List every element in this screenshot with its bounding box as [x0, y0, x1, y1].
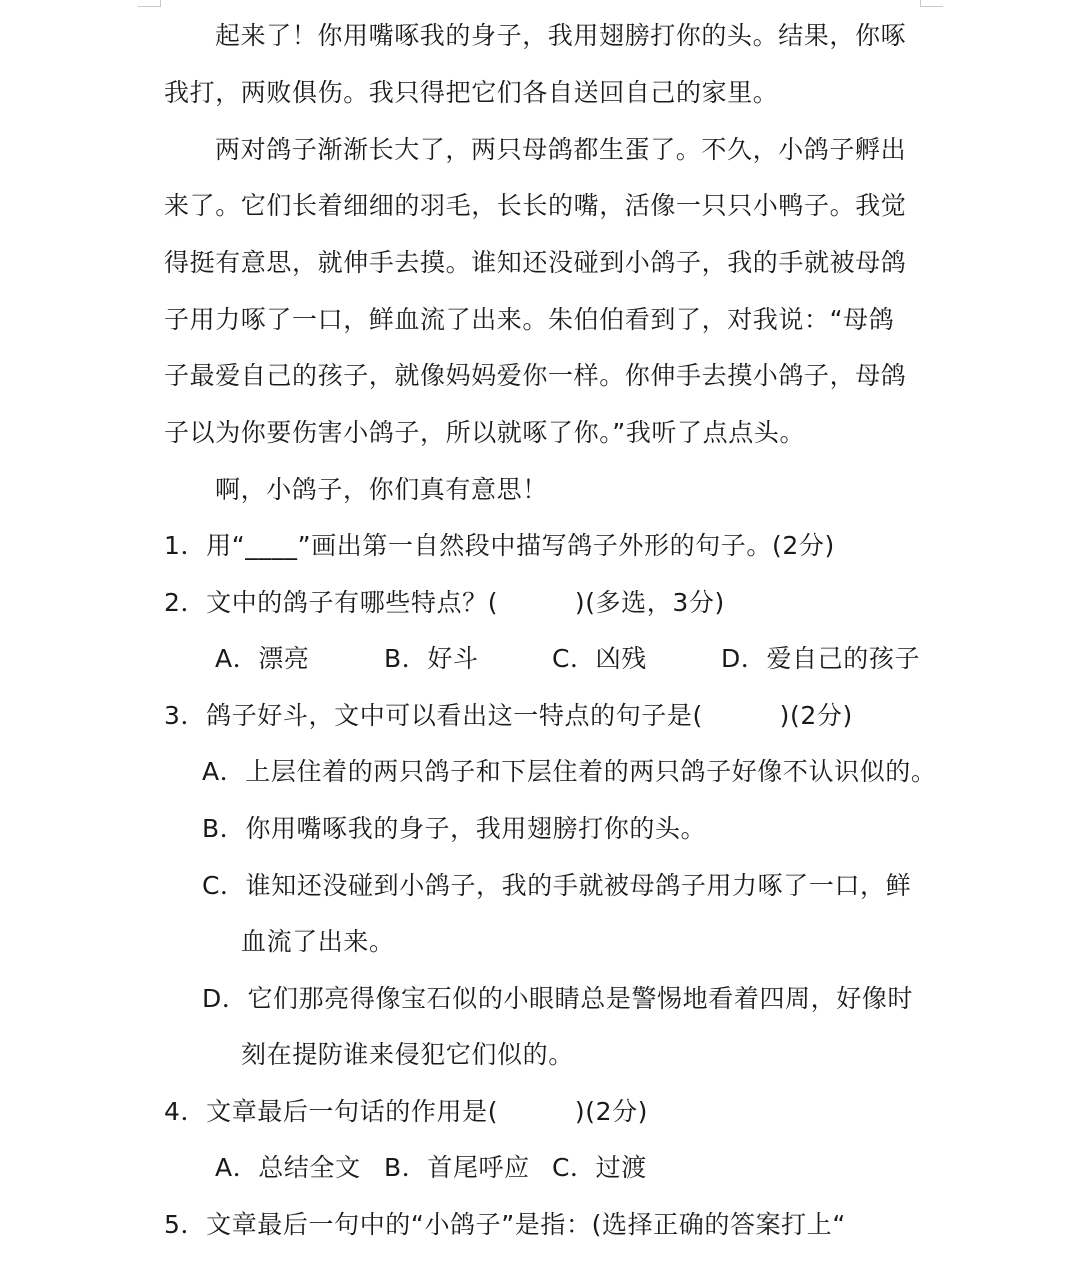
- crop-mark-left: [138, 0, 161, 7]
- passage-line: 啊，小鸽子，你们真有意思！: [215, 475, 548, 504]
- question-3: 3．鸽子好斗，文中可以看出这一特点的句子是( )(2分): [164, 701, 853, 730]
- option-b: B．首尾呼应: [384, 1153, 530, 1182]
- option-d-continuation: 刻在提防谁来侵犯它们似的。: [241, 1040, 574, 1069]
- question-4: 4．文章最后一句话的作用是( )(2分): [164, 1097, 649, 1126]
- passage-line: 我打，两败俱伤。我只得把它们各自送回自己的家里。: [164, 78, 779, 107]
- option-b: B．好斗: [384, 644, 479, 673]
- question-2: 2．文中的鸽子有哪些特点？( )(多选，3分): [164, 588, 725, 617]
- passage-line: 子用力啄了一口，鲜血流了出来。朱伯伯看到了，对我说：“母鸽: [164, 305, 895, 334]
- crop-mark-right: [920, 0, 943, 7]
- question-1: 1．用“____”画出第一自然段中描写鸽子外形的句子。(2分): [164, 531, 835, 560]
- option-a: A．漂亮: [215, 644, 310, 673]
- option-c: C．过渡: [552, 1153, 647, 1182]
- question-2-options: [0, 643, 1080, 675]
- option-a: A．总结全文: [215, 1153, 361, 1182]
- question-5: 5．文章最后一句中的“小鸽子”是指：(选择正确的答案打上“: [164, 1210, 846, 1239]
- passage-line: 子最爱自己的孩子，就像妈妈爱你一样。你伸手去摸小鸽子，母鸽: [164, 361, 907, 390]
- passage-line: 两对鸽子渐渐长大了，两只母鸽都生蛋了。不久，小鸽子孵出: [215, 135, 907, 164]
- option-d: D．它们那亮得像宝石似的小眼睛总是警惕地看着四周，好像时: [202, 984, 914, 1013]
- option-b: B．你用嘴啄我的身子，我用翅膀打你的头。: [202, 814, 707, 843]
- option-c: C．谁知还没碰到小鸽子，我的手就被母鸽子用力啄了一口，鲜: [202, 871, 912, 900]
- question-4-options: [0, 1152, 1080, 1184]
- passage-line: 得挺有意思，就伸手去摸。谁知还没碰到小鸽子，我的手就被母鸽: [164, 248, 907, 277]
- option-c: C．凶残: [552, 644, 647, 673]
- passage-line: 子以为你要伤害小鸽子，所以就啄了你。”我听了点点头。: [164, 418, 806, 447]
- option-a: A．上层住着的两只鸽子和下层住着的两只鸽子好像不认识似的。: [202, 757, 937, 786]
- option-c-continuation: 血流了出来。: [241, 927, 395, 956]
- option-d: D．爱自己的孩子: [721, 644, 921, 673]
- passage-line: 起来了！你用嘴啄我的身子，我用翅膀打你的头。结果，你啄: [215, 21, 907, 50]
- passage-line: 来了。它们长着细细的羽毛，长长的嘴，活像一只只小鸭子。我觉: [164, 191, 907, 220]
